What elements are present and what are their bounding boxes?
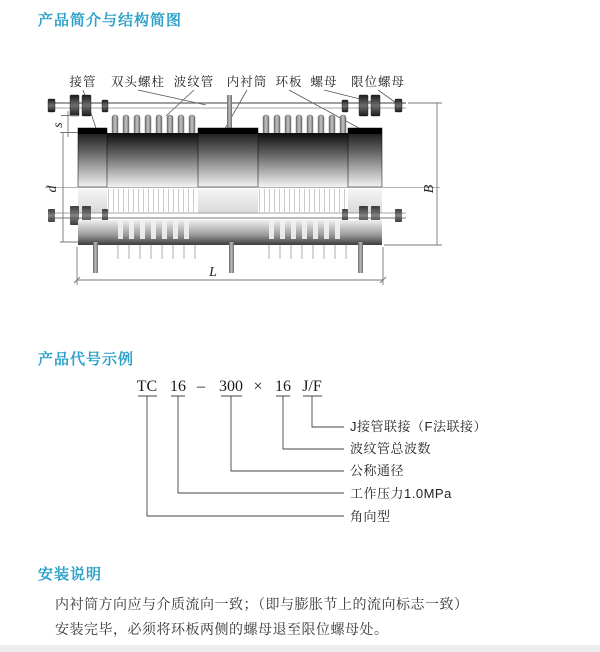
- part-label-nut: 螺母: [310, 75, 338, 89]
- code-callout-lines: [138, 396, 344, 516]
- code-token-pressure: 16: [170, 378, 186, 395]
- part-labels: [69, 74, 405, 89]
- code-token-times: ×: [253, 378, 263, 395]
- page-bottom-edge: [0, 645, 600, 652]
- pipe-end-left: [78, 128, 107, 187]
- hanging-rod-right: [358, 242, 363, 273]
- part-label-stud: 双头螺柱: [110, 75, 166, 89]
- dim-label-B: B: [422, 184, 437, 194]
- lower-half: [48, 189, 406, 273]
- hanging-rod-center: [229, 242, 234, 273]
- installation-line-2: 安装完毕，必须将环板两侧的螺母退至限位螺母处。: [55, 621, 389, 637]
- hanging-rod-left: [93, 242, 98, 273]
- code-callout-labels: [350, 419, 487, 524]
- dim-label-s: s: [51, 122, 66, 128]
- code-token-type: TC: [136, 378, 158, 395]
- code-token-waves: 16: [275, 378, 291, 395]
- joint-body: [78, 128, 382, 187]
- dim-label-L: L: [209, 265, 217, 280]
- code-token-connect: J/F: [302, 378, 322, 395]
- section-title-code: 产品代号示例: [38, 351, 135, 368]
- installation-line-1: 内衬筒方向应与介质流向一致；（即与膨胀节上的流向标志一致）: [55, 596, 469, 612]
- code-tokens: [137, 378, 322, 395]
- callout-type: 角向型: [350, 509, 391, 524]
- callout-wave-count: 波纹管总波数: [350, 441, 432, 456]
- product-code-figure: [100, 372, 580, 537]
- callout-connection: J接管联接（F法联接）: [350, 419, 487, 434]
- code-token-diameter: 300: [219, 378, 243, 395]
- pipe-end-right: [348, 128, 382, 187]
- part-label-ring-plate: 环板: [275, 75, 303, 89]
- dim-label-d: d: [45, 185, 60, 193]
- expansion-joint-diagram: [38, 62, 453, 302]
- part-label-bellows: 波纹管: [173, 75, 215, 89]
- installation-notes: [55, 592, 469, 642]
- liner-middle-section: [198, 128, 258, 187]
- nuts-top: [48, 95, 402, 116]
- part-label-pipe: 接管: [69, 75, 97, 89]
- dimension-B: [384, 103, 442, 245]
- callout-diameter: 公称通径: [350, 463, 405, 478]
- part-label-liner: 内衬筒: [226, 75, 268, 89]
- section-title-intro: 产品简介与结构简图: [38, 12, 183, 29]
- callout-pressure: 工作压力1.0MPa: [350, 486, 452, 501]
- part-label-limit-nut: 限位螺母: [350, 75, 406, 89]
- section-title-install: 安装说明: [38, 566, 103, 583]
- leader-lines: [83, 90, 399, 133]
- code-token-dash: –: [197, 378, 205, 395]
- dimension-d: [60, 132, 78, 242]
